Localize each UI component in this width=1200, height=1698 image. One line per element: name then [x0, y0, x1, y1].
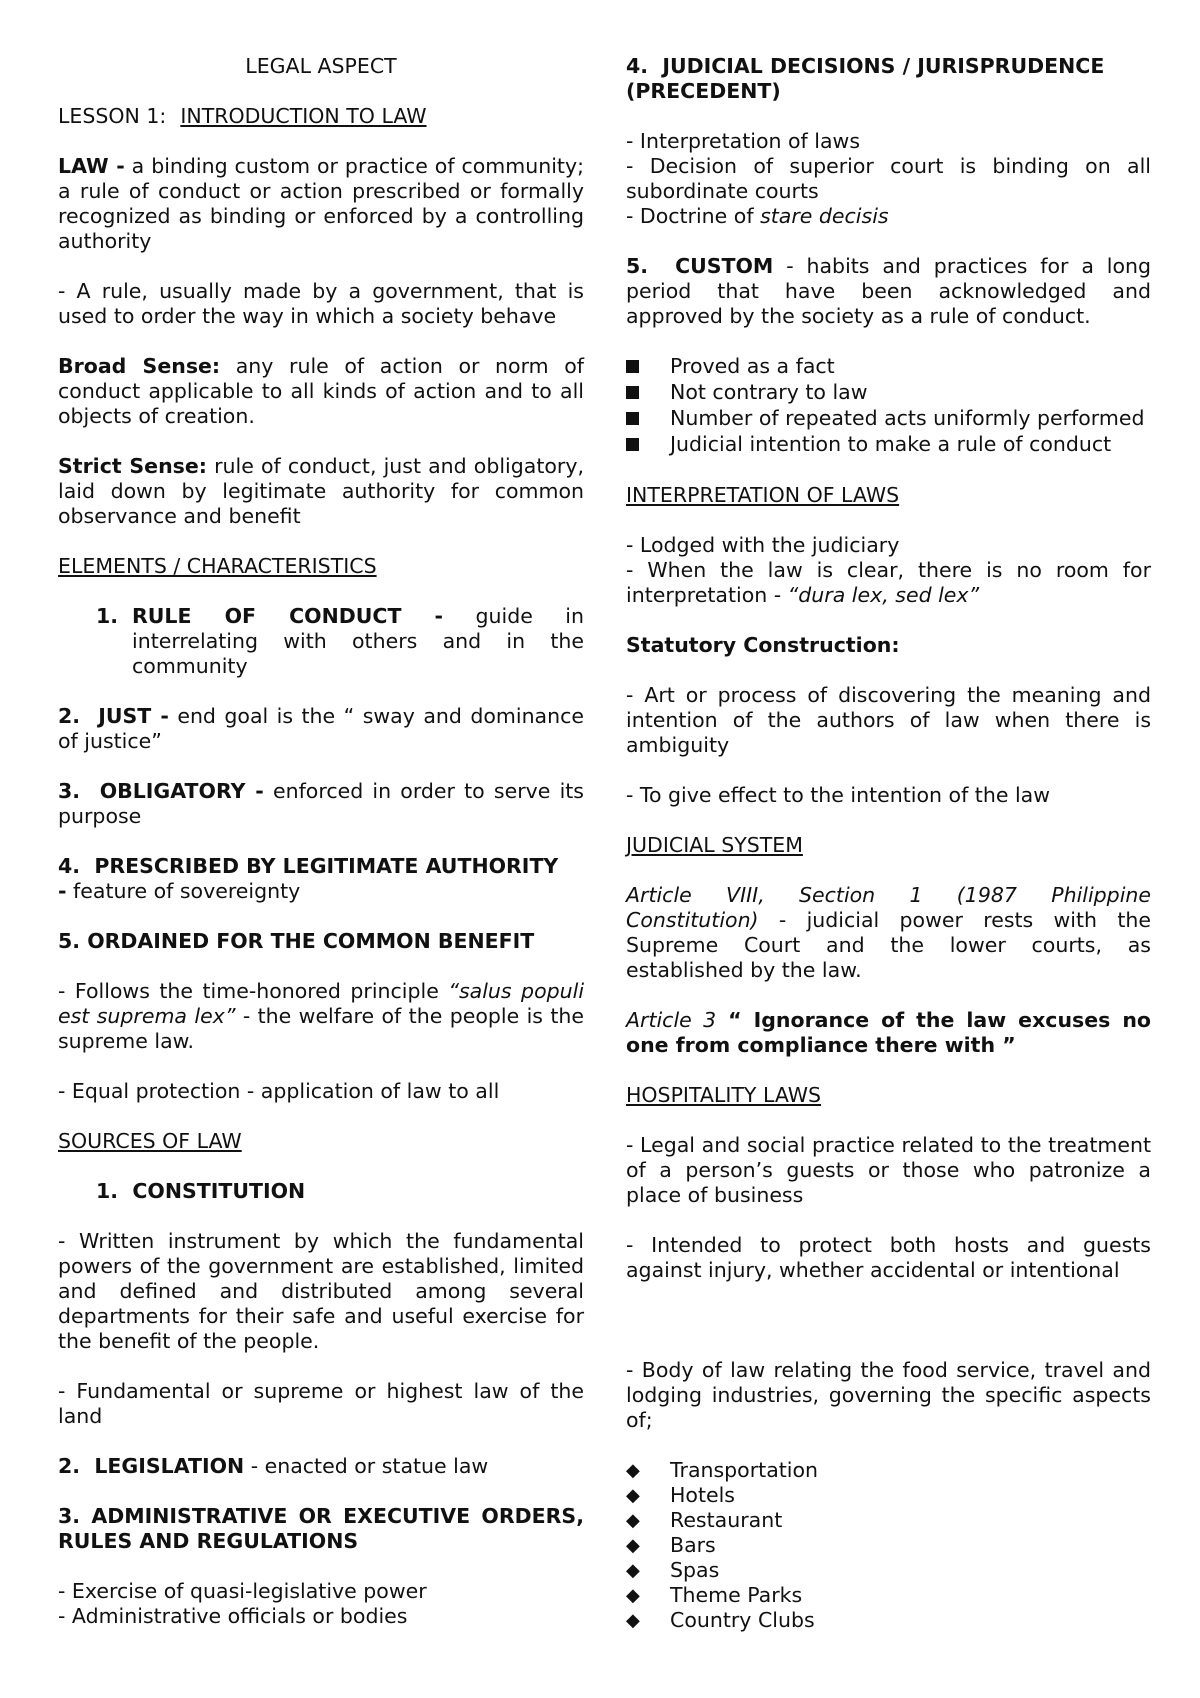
source-constitution: 1. CONSTITUTION: [96, 1179, 306, 1203]
right-column: [626, 54, 1151, 1658]
elements-heading: ELEMENTS / CHARACTERISTICS: [58, 554, 377, 578]
hospitality-heading: HOSPITALITY LAWS: [626, 1083, 822, 1107]
diamond-bullet-icon: ◆: [626, 1460, 640, 1481]
element-obligatory: 3. OBLIGATORY - enforced in order to serve its purpose: [58, 779, 584, 828]
strict-sense: Strict Sense: rule of conduct, just and obligatory, laid down by legitimate authority for common observance and benefit: [58, 454, 584, 528]
constitution-supreme: - Fundamental or supreme or highest law of the land: [58, 1379, 584, 1428]
sources-heading: SOURCES OF LAW: [58, 1129, 242, 1153]
hospitality-aspects-list: [626, 1458, 1151, 1633]
hospitality-definition: - Legal and social practice related to the treatment of a person’s guests or those who patronize a place of business: [626, 1133, 1151, 1207]
diamond-bullet-icon: ◆: [626, 1510, 640, 1531]
source-custom: 5. CUSTOM - habits and practices for a long period that have been acknowledged and approved by the society as a rule of conduct.: [626, 254, 1151, 328]
administrative-line-1: - Exercise of quasi-legislative power: [58, 1579, 427, 1603]
left-column: [58, 54, 584, 1629]
equal-protection: - Equal protection - application of law to all: [58, 1079, 500, 1103]
diamond-bullet-icon: ◆: [626, 1535, 640, 1556]
list-item: ◆ Theme Parks: [626, 1583, 803, 1607]
lesson-name: INTRODUCTION TO LAW: [180, 104, 427, 128]
square-bullet-icon: [626, 438, 639, 451]
law-alt-definition: - A rule, usually made by a government, that is used to order the way in which a society behave: [58, 279, 584, 328]
list-item: ◆ Bars: [626, 1533, 716, 1557]
statutory-purpose: - To give effect to the intention of the law: [626, 783, 1050, 807]
judicial-system-heading: JUDICIAL SYSTEM: [626, 833, 803, 857]
source-legislation: 2. LEGISLATION - enacted or statue law: [58, 1454, 489, 1478]
law-term: LAW -: [58, 154, 125, 178]
diamond-bullet-icon: ◆: [626, 1585, 640, 1606]
list-item: ◆ Transportation: [626, 1458, 819, 1482]
element-just: 2. JUST - end goal is the “ sway and dominance of justice”: [58, 704, 584, 753]
statutory-definition: - Art or process of discovering the meaning and intention of the authors of law when there is ambiguity: [626, 683, 1151, 757]
broad-sense: Broad Sense: any rule of action or norm of conduct applicable to all kinds of action and to all objects of creation.: [58, 354, 584, 428]
law-definition: LAW - a binding custom or practice of community; a rule of conduct or action prescribed or formally recognized as binding or enforced by a controlling authority: [58, 154, 584, 253]
source-judicial-decisions: 4. JUDICIAL DECISIONS / JURISPRUDENCE (PRECEDENT): [626, 54, 1105, 103]
article-viii: Article VIII, Section 1 (1987 Philippine Constitution) - judicial power rests with the Supreme Court and the lower courts, as established by the law.: [626, 883, 1151, 982]
list-item: Not contrary to law: [626, 380, 1151, 406]
hospitality-protection: - Intended to protect both hosts and guests against injury, whether accidental or intentional: [626, 1233, 1151, 1282]
common-benefit-principle: - Follows the time-honored principle “salus populi est suprema lex” - the welfare of the people is the supreme law.: [58, 979, 585, 1053]
diamond-bullet-icon: ◆: [626, 1485, 640, 1506]
square-bullet-icon: [626, 386, 639, 399]
list-item: Judicial intention to make a rule of conduct: [626, 432, 1151, 458]
lesson-label: LESSON 1:: [58, 104, 167, 128]
element-prescribed: 4. PRESCRIBED BY LEGITIMATE AUTHORITY - feature of sovereignty: [58, 854, 559, 903]
list-item: ◆ Spas: [626, 1558, 720, 1582]
diamond-bullet-icon: ◆: [626, 1560, 640, 1581]
list-item: ◆ Country Clubs: [626, 1608, 815, 1632]
element-common-benefit: 5. ORDAINED FOR THE COMMON BENEFIT: [58, 929, 535, 953]
element-rule-of-conduct: 1. RULE OF CONDUCT - guide in interrelating with others and in the community: [96, 604, 584, 678]
diamond-bullet-icon: ◆: [626, 1610, 640, 1631]
statutory-heading: Statutory Construction:: [626, 633, 900, 657]
article-3: Article 3 “ Ignorance of the law excuses no one from compliance there with ”: [626, 1008, 1151, 1057]
interpretation-heading: INTERPRETATION OF LAWS: [626, 483, 900, 507]
custom-requirements-list: [626, 354, 1151, 458]
spacer: [626, 1308, 1151, 1358]
square-bullet-icon: [626, 412, 639, 425]
judicial-decisions-details: - Interpretation of laws - Decision of superior court is binding on all subordinate courts - Doctrine of stare decisis: [626, 129, 1151, 228]
administrative-line-2: - Administrative officials or bodies: [58, 1604, 408, 1628]
lesson-heading: [58, 104, 584, 129]
constitution-definition: - Written instrument by which the fundamental powers of the government are established, limited and defined and distributed among several departments for their safe and useful exercise for the benefit of the people.: [58, 1229, 584, 1353]
source-administrative: 3. ADMINISTRATIVE OR EXECUTIVE ORDERS, RULES AND REGULATIONS: [58, 1504, 584, 1553]
hospitality-body-of-law: - Body of law relating the food service, travel and lodging industries, governing the specific aspects of;: [626, 1358, 1151, 1432]
list-item: Proved as a fact: [626, 354, 1151, 380]
list-item: ◆ Hotels: [626, 1483, 735, 1507]
document-title: LEGAL ASPECT: [245, 54, 397, 78]
list-item: Number of repeated acts uniformly performed: [626, 406, 1151, 432]
list-item: ◆ Restaurant: [626, 1508, 783, 1532]
interpretation-details: - Lodged with the judiciary - When the law is clear, there is no room for interpretation - “dura lex, sed lex”: [626, 533, 1151, 607]
square-bullet-icon: [626, 360, 639, 373]
